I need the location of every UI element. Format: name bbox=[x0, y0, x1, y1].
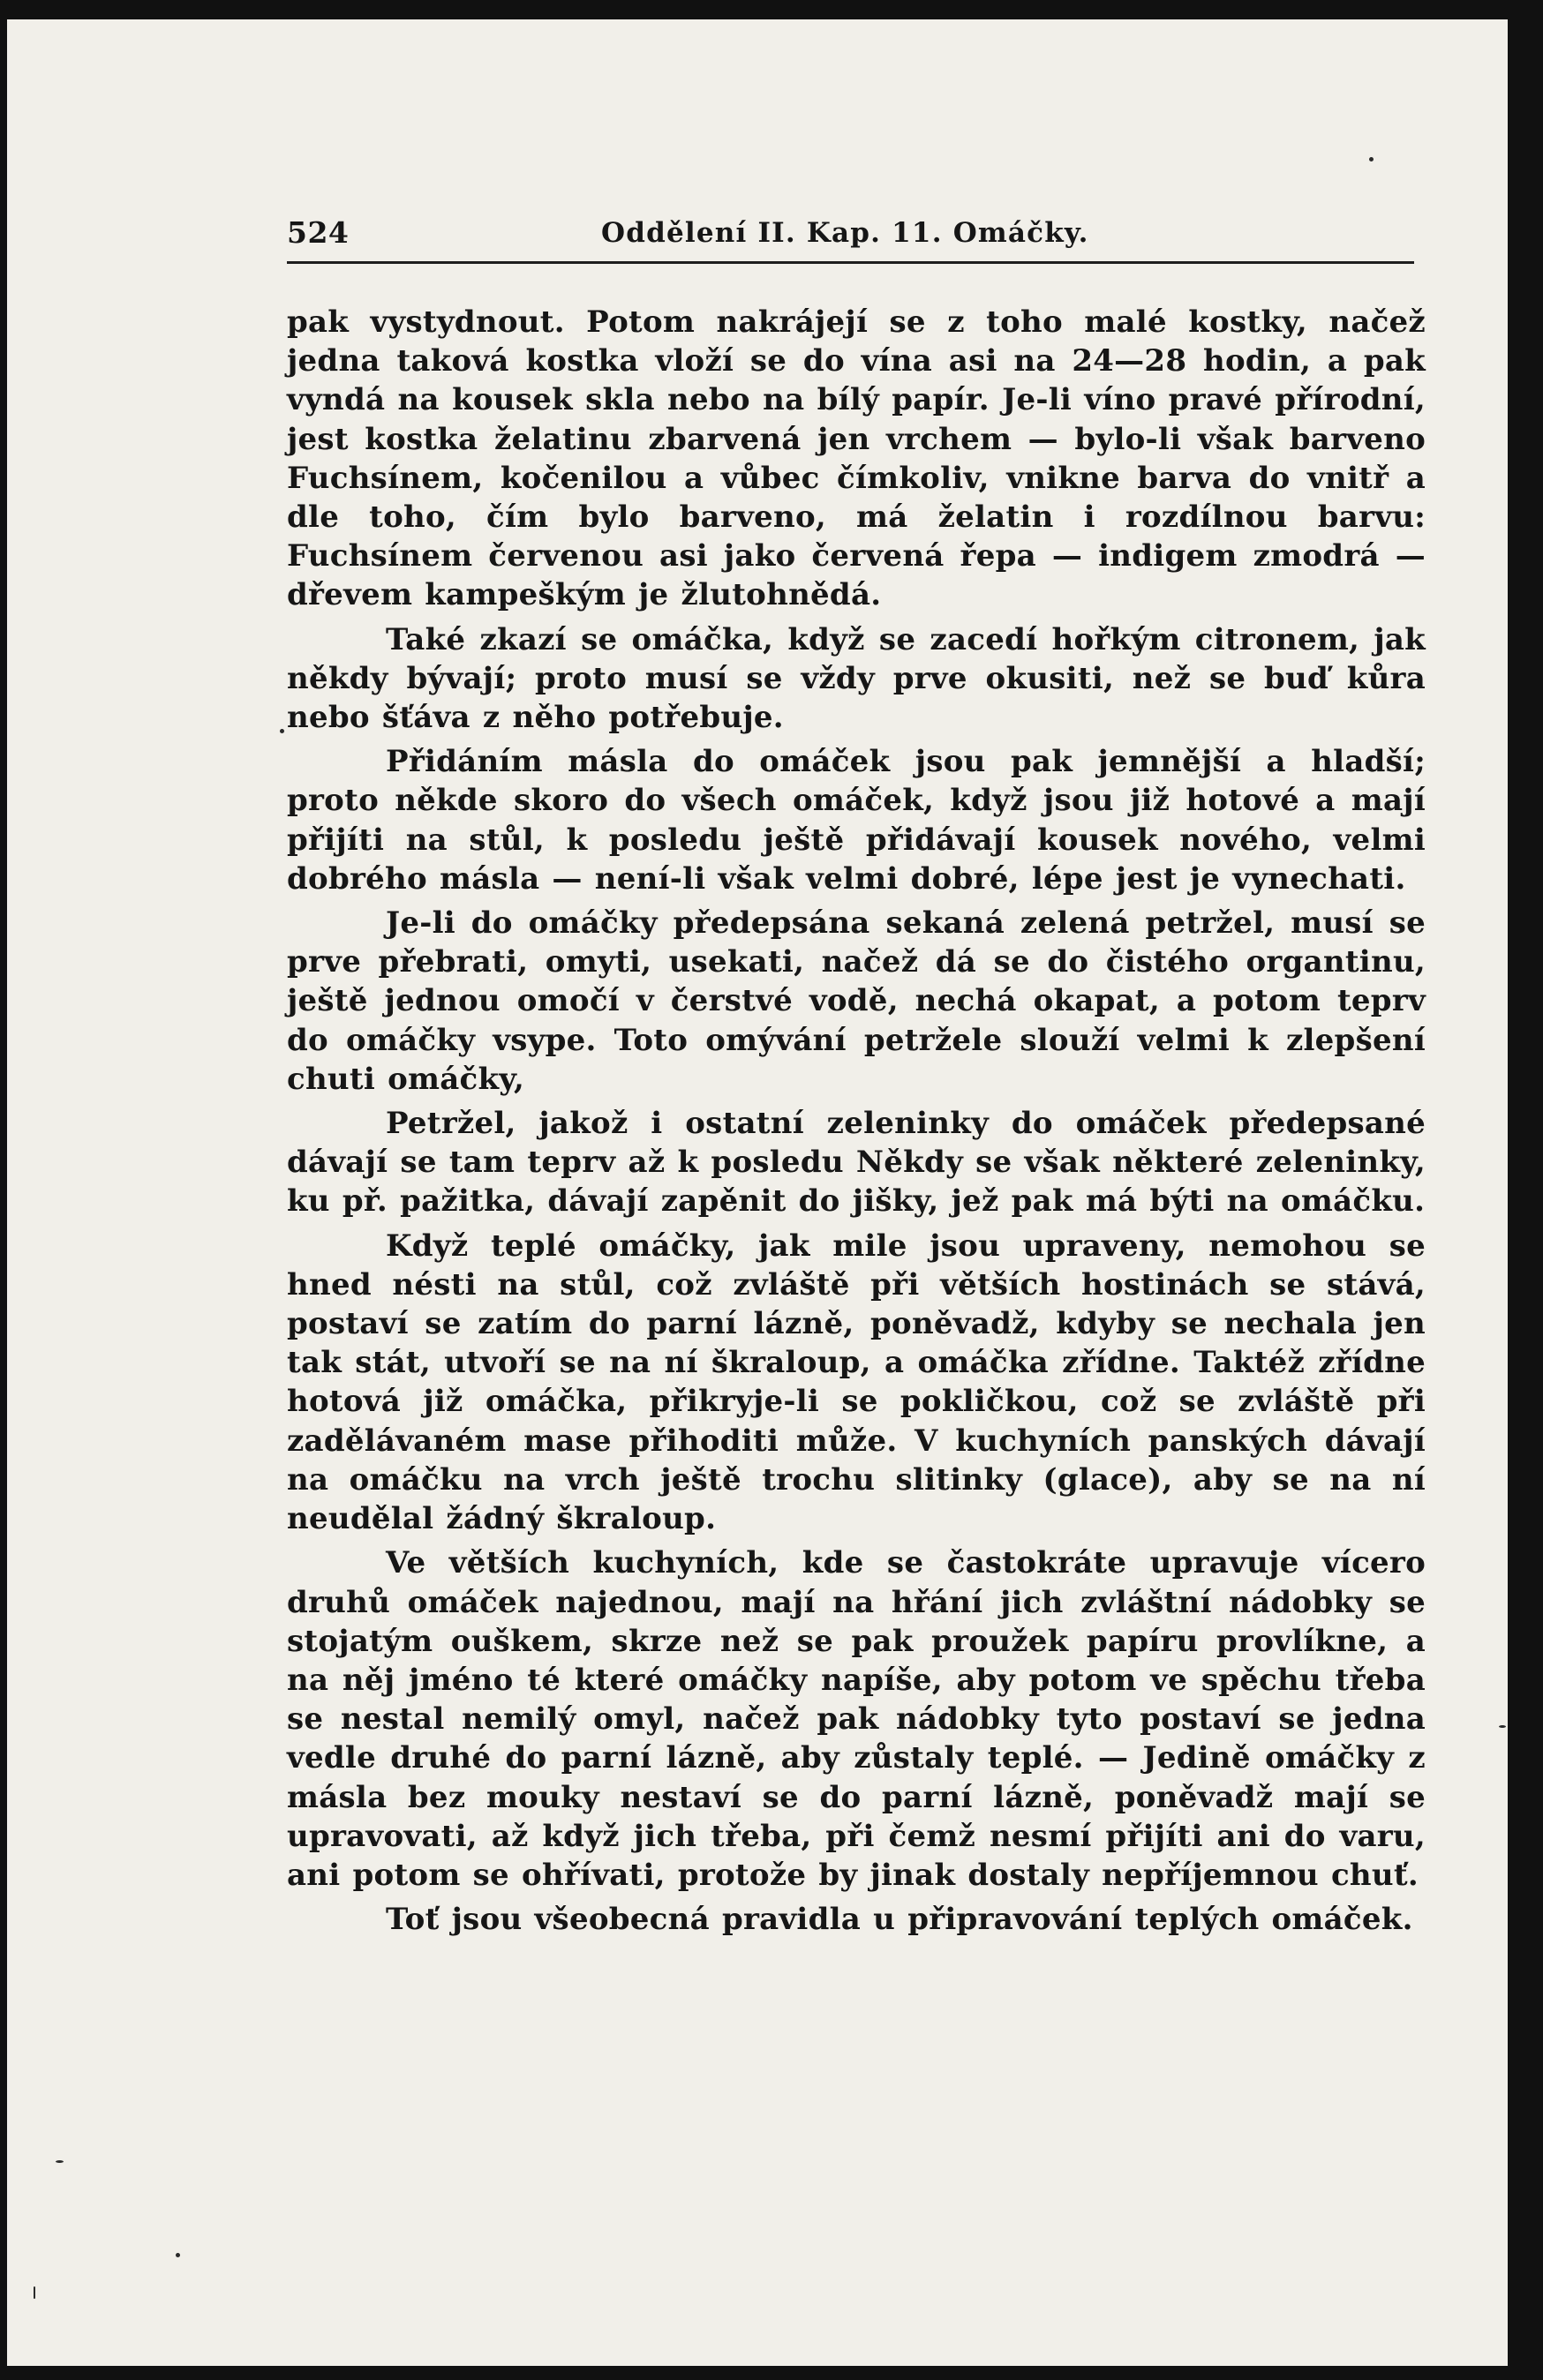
scan-speck bbox=[34, 2286, 35, 2299]
scan-speck bbox=[1369, 157, 1374, 161]
page-number: 524 bbox=[287, 215, 350, 250]
paragraph-butter: Přidáním másla do omáček jsou pak jemnější a hladší; proto někde skoro do všech omáček, když jsou již hotové a mají přijíti na stůl, k posledu ještě přidávají kousek nového, velmi dobrého másla — není-li však velmi dobré, lépe jest je vynechati. bbox=[287, 744, 1426, 897]
paragraph-bitter-lemon: Také zkazí se omáčka, když se zacedí hořkým citronem, jak někdy bývají; proto musí se vždy prve okusiti, než se buď kůra nebo šťáva z něho potřebuje. bbox=[287, 621, 1426, 736]
scan-speck bbox=[176, 2253, 180, 2257]
paragraph-large-kitchens: Ve větších kuchyních, kde se častokráte upravuje vícero druhů omáček najednou, mají na hřání jich zvláštní nádobky se stojatým ouškem, skrze než se pak proužek papíru provlíkne, a na něj jméno té které omáčky napíše, aby potom ve spěchu třeba se nestal nemilý omyl, načež pak nádobky tyto postaví se jedna vedle druhé do parní lázně, aby zůstaly teplé. — Jedině omáčky z másla bez mouky nestaví se do parní lázně, poněvadž mají se upravovati, až když jich třeba, při čemž nesmí přijíti ani do varu, ani potom se ohřívati, protože by jinak dostaly nepříjemnou chuť. bbox=[287, 1545, 1426, 1893]
scan-speck bbox=[1499, 1725, 1506, 1728]
scan-speck bbox=[280, 729, 284, 733]
paragraph-parsley: Je-li do omáčky předepsána sekaná zelená petržel, musí se prve přebrati, omyti, usekati, načež dá se do čistého organtinu, ještě jednou omočí v čerstvé vodě, nechá okapat, a potom teprv do omáčky vsype. Toto omývání petržele slouží velmi k zlepšení chuti omáčky, bbox=[287, 905, 1426, 1097]
body-text bbox=[287, 303, 1426, 1939]
paragraph-warm-sauces: Když teplé omáčky, jak mile jsou upraveny, nemohou se hned nésti na stůl, což zvláště při větších hostinách se stává, postaví se zatím do parní lázně, poněvadž, kdyby se nechala jen tak stát, utvoří se na ní škraloup, a omáčka zřídne. Taktéž zřídne hotová již omáčka, přikryje-li se pokličkou, což se zvláště při zadělávaném mase přihoditi může. V kuchyních panských dávají na omáčku na vrch ještě trochu slitinky (glace), aby se na ní neudělal žádný škraloup. bbox=[287, 1228, 1426, 1537]
paragraph-continued: pak vystydnout. Potom nakrájejí se z toho malé kostky, načež jedna taková kostka vloží se do vína asi na 24—28 hodin, a pak vyndá na kousek skla nebo na bílý papír. Je-li víno pravé přírodní, jest kostka želatinu zbarvená jen vrchem — bylo-li však barveno Fuchsínem, kočenilou a vůbec čímkoliv, vnikne barva do vnitř a dle toho, čím bylo barveno, má želatin i rozdílnou barvu: Fuchsínem červenou asi jako červená řepa — indigem zmodrá — dřevem kampeškým je žlutohnědá. bbox=[287, 304, 1426, 613]
paragraph-general-rules: Toť jsou všeobecná pravidla u připravování teplých omáček. bbox=[386, 1902, 1413, 1938]
scan-speck bbox=[56, 2160, 64, 2163]
running-head bbox=[287, 210, 1414, 264]
chapter-title: Oddělení II. Kap. 11. Omáčky. bbox=[601, 217, 1089, 249]
paragraph-greens: Petržel, jakož i ostatní zeleninky do omáček předepsané dávají se tam teprv až k posledu Někdy se však některé zeleninky, ku př. pažitka, dávají zapěnit do jišky, jež pak má býti na omáčku. bbox=[287, 1106, 1426, 1220]
